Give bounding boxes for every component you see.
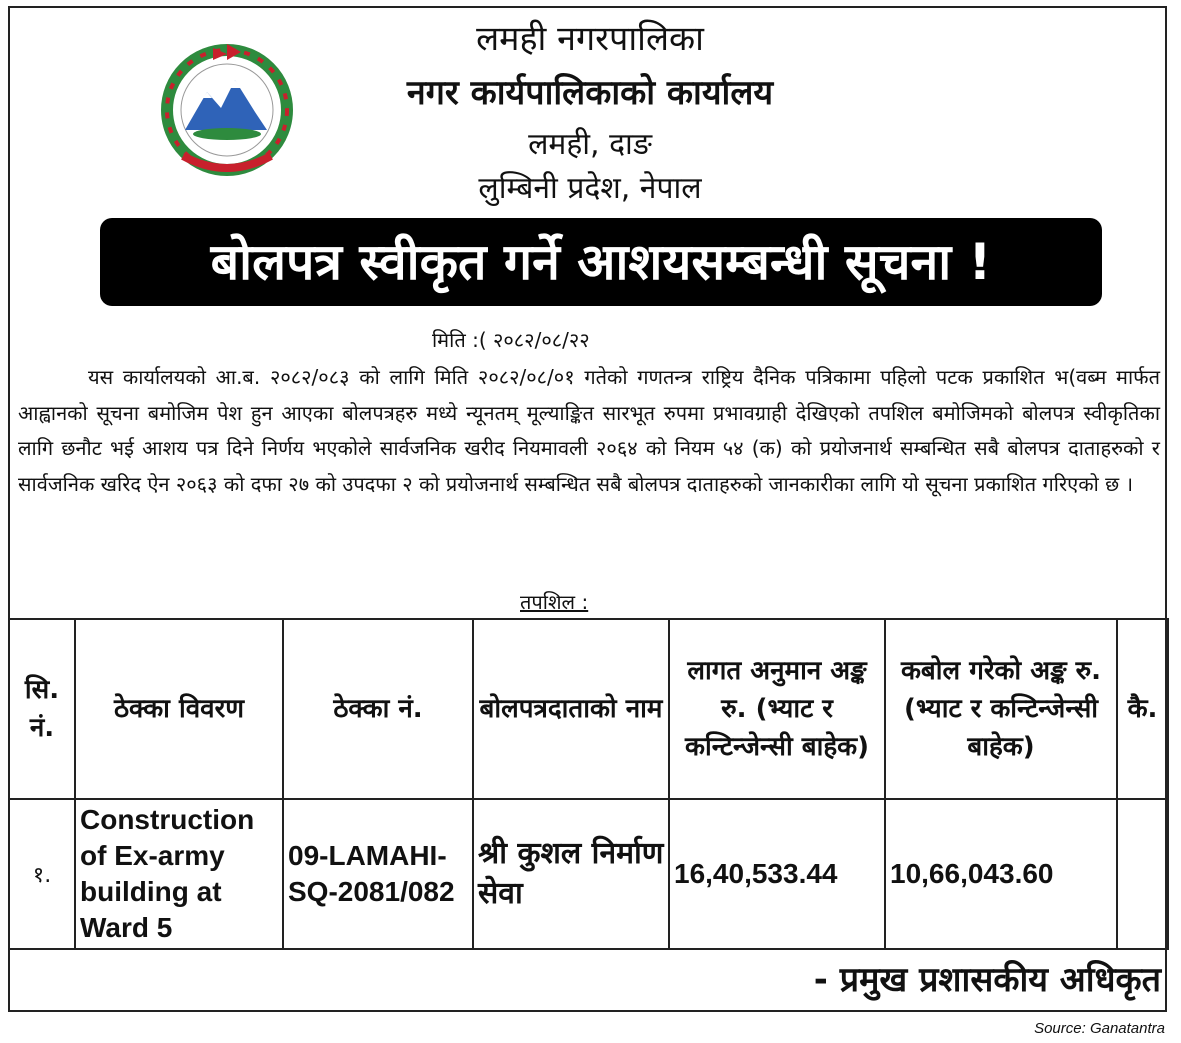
cell-cost-estimate: 16,40,533.44 [669, 799, 885, 949]
notice-date: मिति :( २०८२/०८/२२ [432, 328, 590, 352]
government-emblem-icon [155, 30, 300, 180]
header-remarks: कै. [1117, 619, 1168, 799]
cell-bid-amount: 10,66,043.60 [885, 799, 1117, 949]
header-contract-number: ठेक्का नं. [283, 619, 473, 799]
notice-body: यस कार्यालयको आ.ब. २०८२/०८३ को लागि मिति २०८२/०८/०१ गतेको गणतन्त्र राष्ट्रिय दैनिक पत्रिकामा पहिलो पटक प्रकाशित भ(वब्म मार्फत आह्वानको सूचना बमोजिम पेश हुन आएका बोलपत्रहरु मध्ये न्यूनतम् मूल्याङ्कित सारभूत रुपमा प्रभावग्राही देखिएको तपशिल बमोजिमको बोलपत्र स्वीकृतिका लागि छनौट भई आशय पत्र दिने निर्णय भएकोले सार्वजनिक खरीद नियमावली २०६४ को नियम ५४ (क) को प्रयोजनार्थ सम्बन्धित सबै बोलपत्र दाताहरुको र सार्वजनिक खरिद ऐन २०६३ को दफा २७ को उपदफा २ को प्रयोजनार्थ सम्बन्धित सबै बोलपत्र दाताहरुको जानकारीका लागि यो सूचना प्रकाशित गरिएको छ । [18, 365, 1160, 496]
header-cost-estimate: लागत अनुमान अङ्क रु. (भ्याट र कन्टिन्जेन्सी बाहेक) [669, 619, 885, 799]
cell-bidder: श्री कुशल निर्माण सेवा [473, 799, 669, 949]
details-heading: तपशिल : [520, 590, 589, 614]
header-bid-amount: कबोल गरेको अङ्क रु. (भ्याट र कन्टिन्जेन्सी बाहेक) [885, 619, 1117, 799]
notice-title-banner: बोलपत्र स्वीकृत गर्ने आशयसम्बन्धी सूचना ! [100, 218, 1102, 306]
cell-remarks [1117, 799, 1168, 949]
municipality-name: लमही नगरपालिका [476, 19, 704, 59]
header-sn: सि. नं. [9, 619, 75, 799]
header-description: ठेक्का विवरण [75, 619, 283, 799]
office-name: नगर कार्यपालिकाको कार्यालय [406, 73, 774, 113]
province-country: लुम्बिनी प्रदेश, नेपाल [478, 171, 702, 206]
contract-table [8, 618, 1169, 950]
cell-contract-number: 09-LAMAHI-SQ-2081/082 [283, 799, 473, 949]
header-bidder: बोलपत्रदाताको नाम [473, 619, 669, 799]
source-credit: Source: Ganatantra [1034, 1020, 1165, 1037]
signatory-title: - प्रमुख प्रशासकीय अधिकृत [813, 960, 1161, 1000]
cell-description: Construction of Ex-army building at Ward 5 [75, 799, 283, 949]
cell-sn: १. [9, 799, 75, 949]
table-header-row [9, 619, 1168, 799]
office-location: लमही, दाङ [528, 127, 652, 162]
table-row [9, 799, 1168, 949]
